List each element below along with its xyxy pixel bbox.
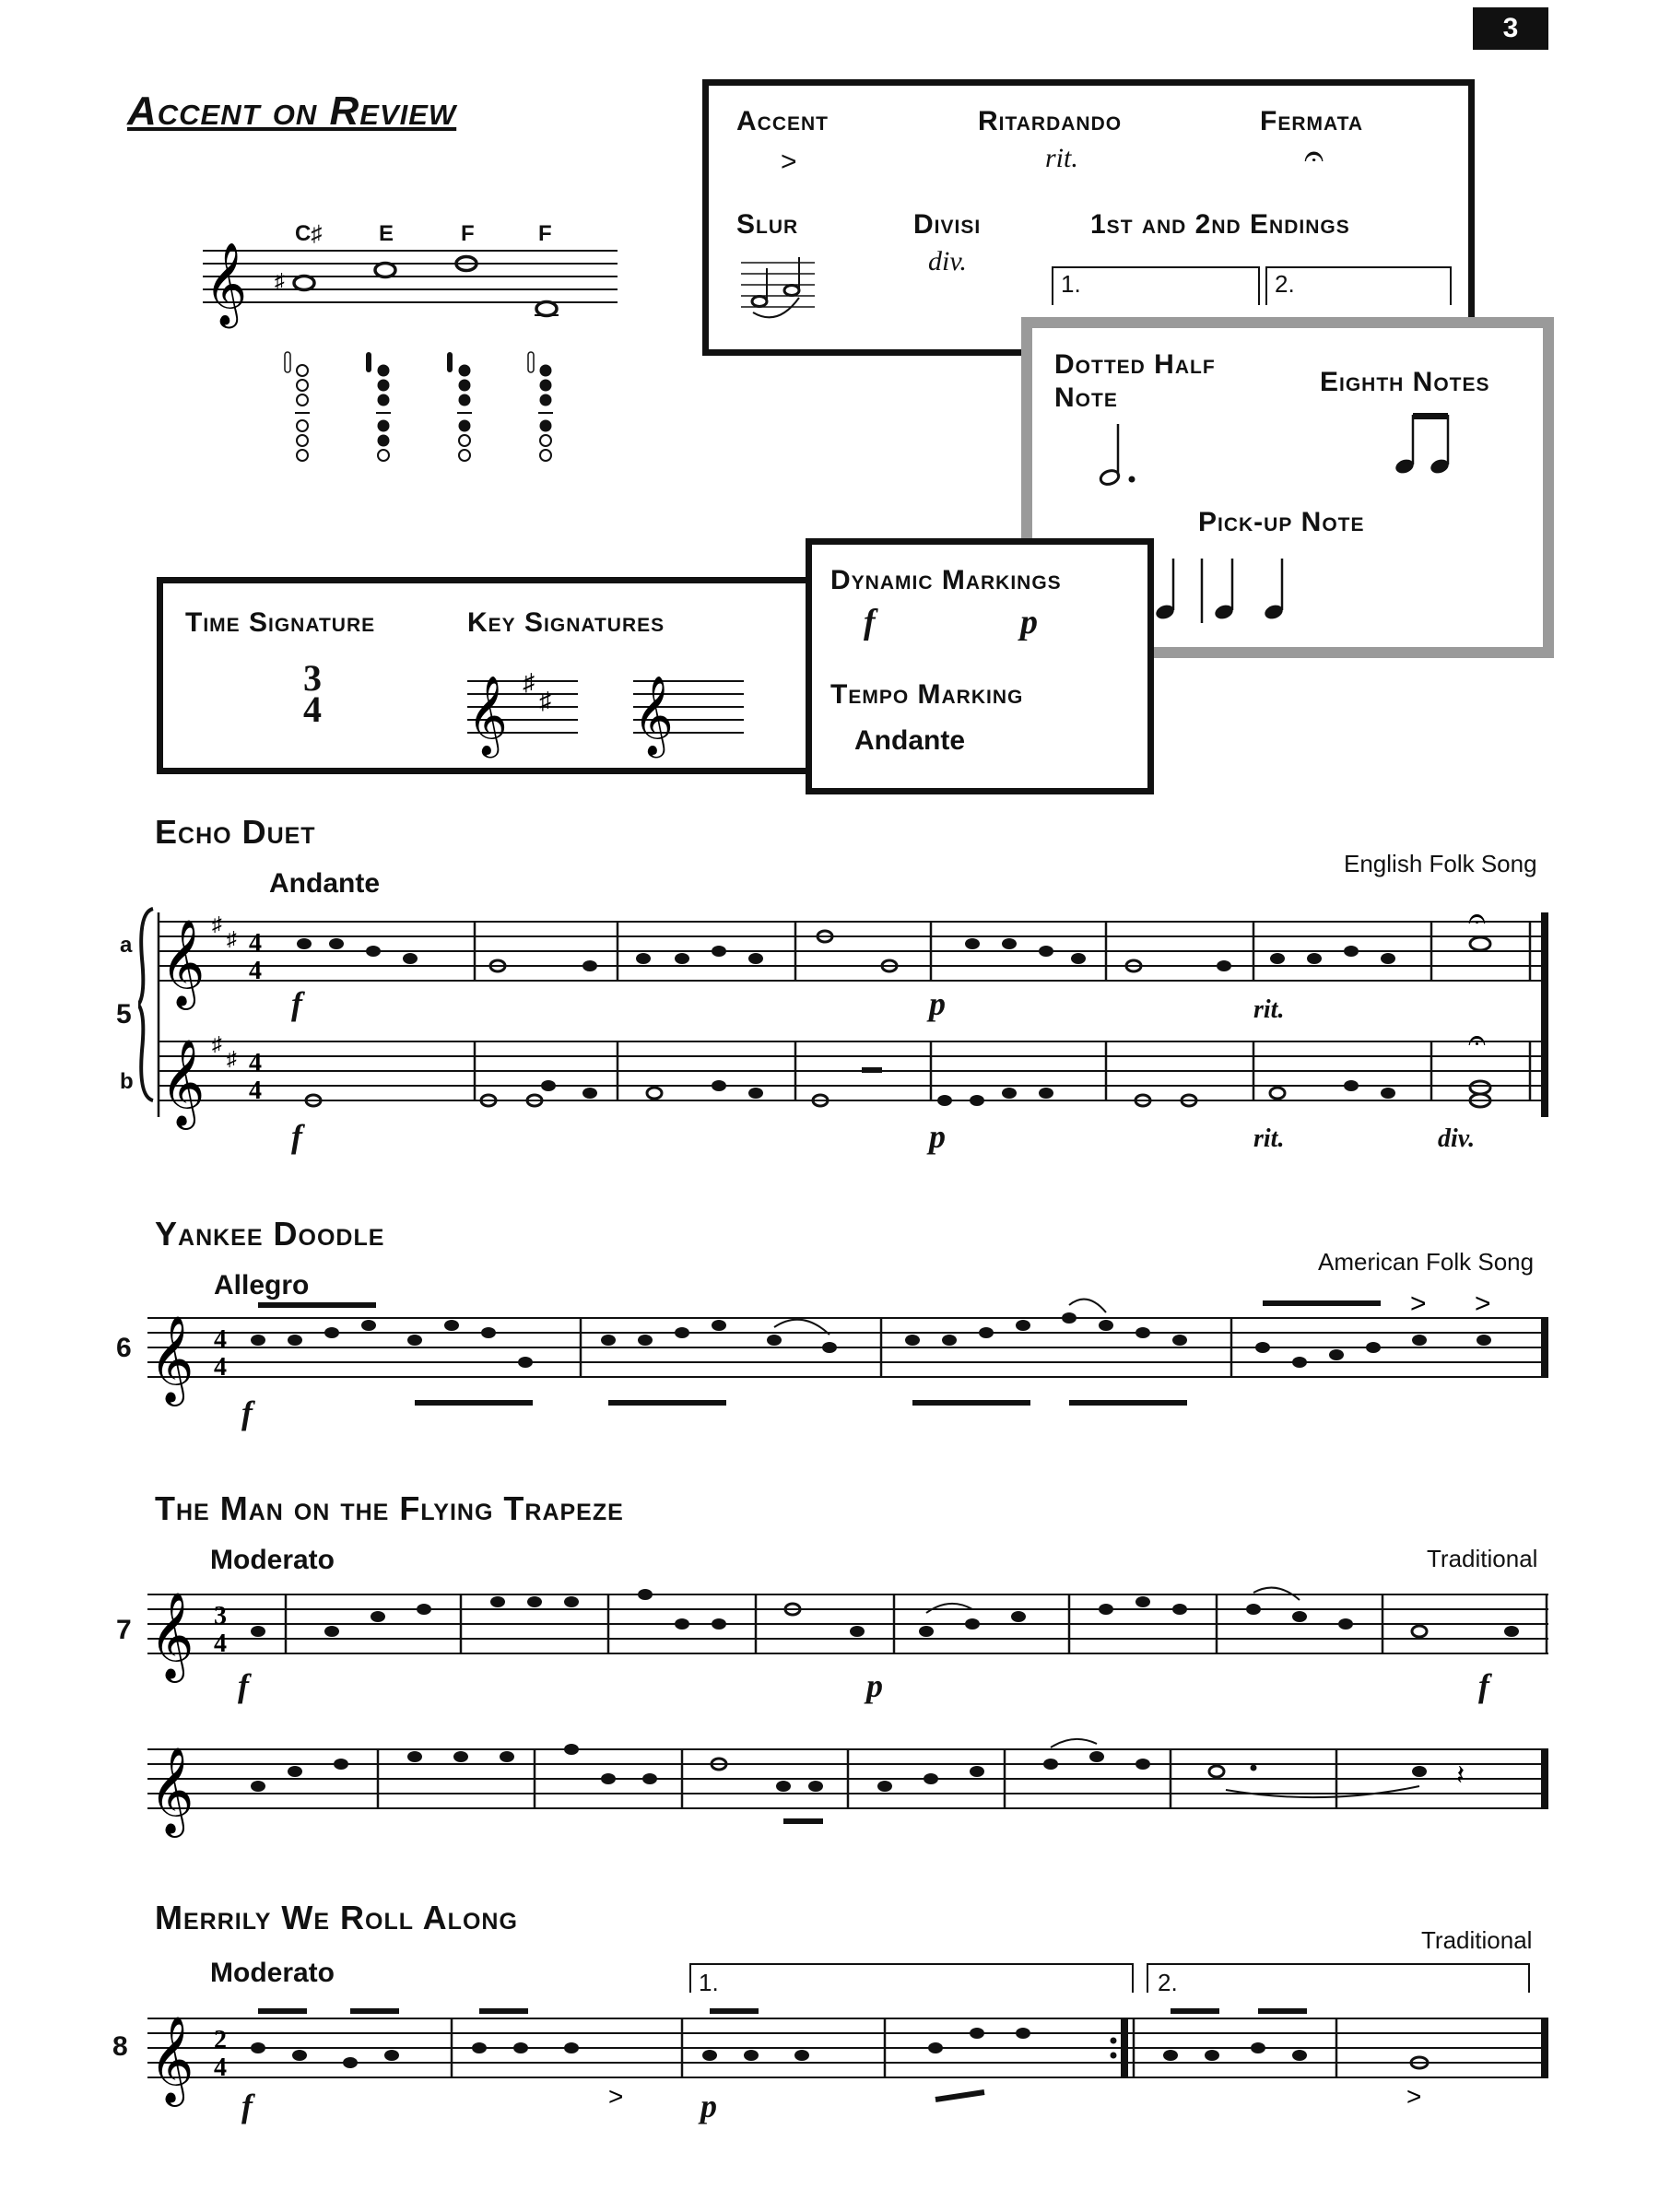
svg-text:4: 4	[249, 957, 262, 985]
fingering-label-3: F	[461, 221, 475, 246]
ritardando-symbol: rit.	[1045, 143, 1078, 173]
ritardando-label: Ritardando	[978, 106, 1123, 136]
exercise-number-7: 7	[116, 1615, 132, 1645]
fingering-staff	[203, 251, 618, 302]
dynamic-echo-a-f: f	[291, 985, 302, 1022]
pickup-note-icon	[1152, 549, 1336, 632]
svg-text:♯: ♯	[212, 912, 222, 935]
staff-flying-trapeze-2	[147, 1731, 1558, 1841]
div-echo-b: div.	[1438, 1124, 1476, 1153]
first-ending-label: 1.	[699, 1969, 719, 1996]
treble-clef-icon: 𝄞	[149, 2016, 194, 2103]
treble-clef-icon: 𝄞	[160, 1039, 206, 1126]
song-title-flying-trapeze: The Man on the Flying Trapeze	[155, 1489, 624, 1527]
part-label-a: a	[120, 933, 133, 958]
key-signatures-example	[467, 653, 827, 764]
key-signatures-label: Key Signatures	[467, 607, 665, 638]
fermata-icon: 𝄐	[1304, 137, 1324, 176]
fermata-label: Fermata	[1260, 106, 1364, 136]
staff-merrily	[147, 2000, 1558, 2129]
fingering-label-4: F	[538, 221, 552, 246]
staff-echo-duet	[138, 903, 1558, 1143]
fingering-col-1	[285, 352, 310, 461]
endings-label: 1st and 2nd Endings	[1090, 209, 1350, 240]
svg-text:>: >	[1475, 1290, 1491, 1319]
exercise-number-5: 5	[116, 999, 132, 1030]
accent-symbol: >	[781, 147, 797, 177]
svg-text:♯: ♯	[523, 668, 535, 696]
part-label-b: b	[120, 1069, 134, 1094]
svg-text:>: >	[608, 2082, 624, 2111]
slur-example	[736, 253, 819, 327]
fingering-col-3	[447, 352, 472, 461]
composer-yankee-doodle: American Folk Song	[1318, 1248, 1535, 1276]
time-signature-example: 3 4	[303, 657, 322, 730]
svg-text:♯: ♯	[227, 927, 237, 950]
terms-box-dynamics	[806, 538, 1154, 794]
song-title-merrily: Merrily We Roll Along	[155, 1899, 518, 1936]
dynamic-yankee-f: f	[241, 1394, 253, 1431]
second-ending-bracket	[1147, 1963, 1530, 1993]
slur-label: Slur	[736, 209, 799, 240]
dotted-half-label: Dotted Half Note	[1054, 349, 1216, 413]
treble-clef-icon: 𝄞	[160, 919, 206, 1006]
dynamic-echo-b-p: p	[929, 1118, 946, 1155]
divisi-label: Divisi	[913, 209, 982, 240]
tempo-echo-duet: Andante	[269, 868, 380, 899]
terms-box-accent	[702, 79, 1475, 356]
tempo-marking-example: Andante	[854, 725, 965, 756]
ending-1-example: 1.	[1061, 270, 1081, 298]
fingering-chart	[184, 212, 627, 544]
dotted-half-note-icon	[1095, 420, 1150, 494]
svg-text:4: 4	[214, 2053, 227, 2082]
svg-text:>: >	[1406, 2082, 1422, 2111]
song-title-echo-duet: Echo Duet	[155, 813, 316, 851]
accent-label: Accent	[736, 106, 829, 136]
svg-text:4: 4	[214, 1353, 227, 1382]
dynamic-merrily-f: f	[241, 2088, 253, 2124]
dynamic-trapeze-f2: f	[1478, 1667, 1489, 1704]
forte-example: f	[864, 603, 876, 641]
dynamic-trapeze-f: f	[238, 1667, 249, 1704]
treble-clef-icon: 𝄞	[633, 676, 674, 755]
svg-text:4: 4	[214, 1630, 227, 1658]
dynamic-merrily-p: p	[700, 2088, 717, 2124]
pickup-label: Pick-up Note	[1198, 507, 1365, 537]
exercise-number-6: 6	[116, 1333, 132, 1363]
section-heading: Accent on Review	[127, 88, 457, 134]
terms-box-signatures	[157, 577, 839, 774]
tempo-merrily: Moderato	[210, 1958, 335, 1988]
ending-2-example: 2.	[1275, 270, 1295, 298]
svg-text:♯: ♯	[275, 269, 285, 292]
composer-flying-trapeze: Traditional	[1427, 1545, 1538, 1572]
treble-clef-icon: 𝄞	[149, 1592, 194, 1679]
tempo-marking-label: Tempo Marking	[830, 679, 1024, 710]
time-signature-label: Time Signature	[185, 607, 376, 638]
quarter-rest-icon: 𝄽	[1456, 1760, 1465, 1791]
dynamic-trapeze-p: p	[866, 1667, 883, 1704]
piano-example: p	[1020, 603, 1038, 641]
fermata-icon: 𝄐	[1468, 903, 1486, 936]
rit-echo-a: rit.	[1253, 995, 1285, 1024]
tempo-yankee-doodle: Allegro	[214, 1270, 310, 1300]
svg-text:4: 4	[249, 1077, 262, 1105]
dynamic-markings-label: Dynamic Markings	[830, 565, 1062, 595]
tempo-flying-trapeze: Moderato	[210, 1545, 335, 1575]
svg-text:3: 3	[214, 1602, 227, 1630]
treble-clef-icon: 𝄞	[149, 1747, 194, 1834]
eighth-notes-label: Eighth Notes	[1320, 367, 1490, 397]
svg-text:♯: ♯	[227, 1047, 237, 1070]
dynamic-echo-b-f: f	[291, 1118, 302, 1155]
svg-text:>: >	[1410, 1290, 1427, 1319]
dynamic-echo-a-p: p	[929, 985, 946, 1022]
treble-clef-icon: 𝄞	[467, 676, 508, 755]
composer-merrily: Traditional	[1421, 1926, 1533, 1954]
svg-text:2: 2	[214, 2026, 227, 2054]
treble-clef-icon: 𝄞	[149, 1315, 194, 1403]
first-ending-bracket	[689, 1963, 1134, 1993]
rit-echo-b: rit.	[1253, 1124, 1285, 1153]
staff-yankee-doodle	[147, 1290, 1558, 1419]
fermata-icon: 𝄐	[1468, 1023, 1486, 1058]
fingering-label-2: E	[379, 221, 394, 246]
divisi-symbol: div.	[928, 246, 967, 276]
second-ending-label: 2.	[1158, 1969, 1178, 1996]
svg-text:♯: ♯	[539, 687, 551, 714]
staff-flying-trapeze-1	[147, 1576, 1558, 1687]
fingering-label-1: C♯	[295, 221, 323, 246]
svg-text:4: 4	[249, 1049, 262, 1077]
song-title-yankee-doodle: Yankee Doodle	[155, 1215, 385, 1253]
exercise-number-8: 8	[112, 2031, 128, 2062]
svg-text:4: 4	[249, 929, 262, 958]
fingering-col-2	[366, 352, 391, 461]
page-number: 3	[1473, 7, 1548, 50]
fingering-col-4	[528, 352, 553, 461]
composer-echo-duet: English Folk Song	[1344, 850, 1537, 877]
treble-clef-icon: 𝄞	[205, 242, 248, 325]
svg-text:♯: ♯	[212, 1032, 222, 1055]
svg-text:4: 4	[214, 1325, 227, 1354]
eighth-notes-icon	[1394, 407, 1458, 481]
